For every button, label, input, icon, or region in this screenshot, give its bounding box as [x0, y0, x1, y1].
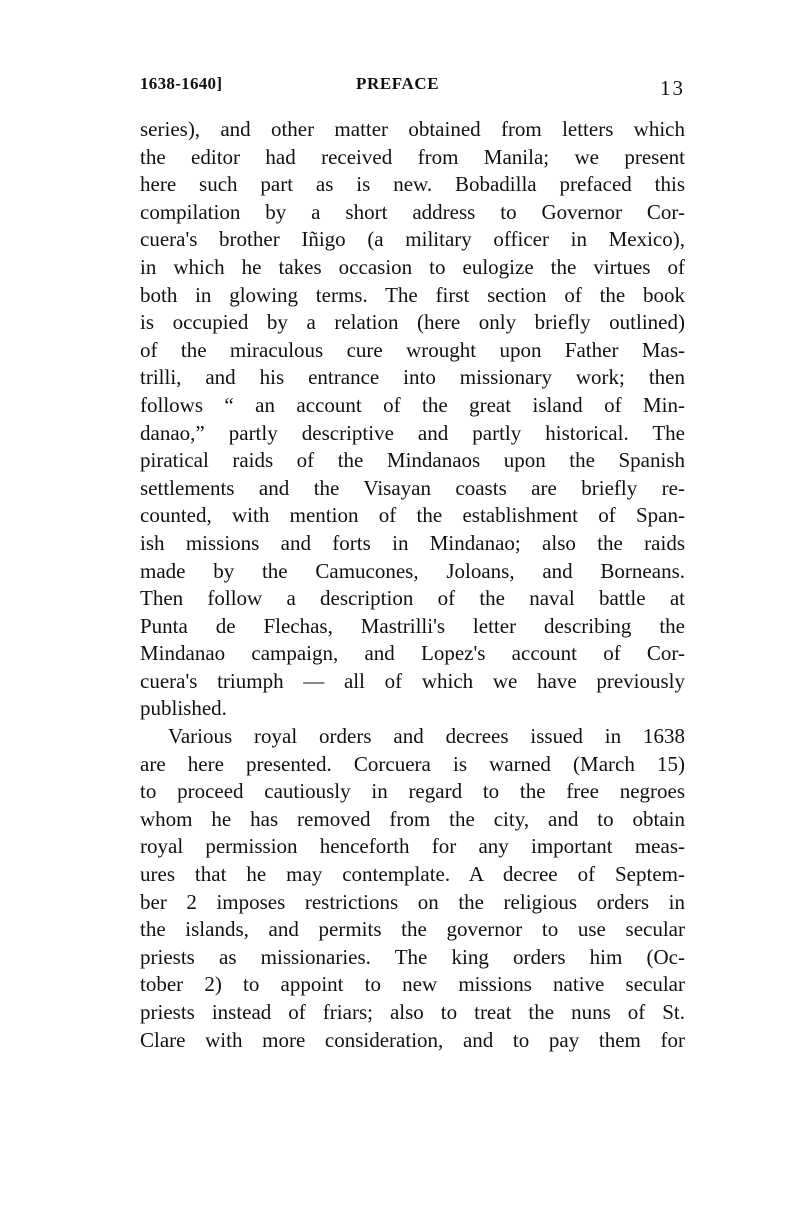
text-line: royal permission henceforth for any important meas- — [140, 834, 685, 859]
text-line: here such part as is new. Bobadilla prefaced this — [140, 172, 685, 197]
text-line: published. — [140, 696, 227, 721]
text-line: cuera's brother Iñigo (a military officer in Mexico), — [140, 227, 685, 252]
text-line: are here presented. Corcuera is warned (March 15) — [140, 751, 685, 776]
text-line: Punta de Flechas, Mastrilli's letter describing the — [140, 613, 685, 638]
text-line: counted, with mention of the establishment of Span- — [140, 503, 685, 528]
text-line: is occupied by a relation (here only briefly outlined) — [140, 310, 685, 335]
page-number: 13 — [660, 76, 685, 100]
text-line: in which he takes occasion to eulogize the virtues of — [140, 254, 685, 279]
text-line: trilli, and his entrance into missionary work; then — [140, 365, 685, 390]
text-line: priests as missionaries. The king orders him (Oc- — [140, 944, 685, 969]
text-line: series), and other matter obtained from letters which — [140, 117, 685, 141]
text-line: ures that he may contemplate. A decree of Septem- — [140, 862, 685, 887]
text-line: whom he has removed from the city, and to obtain — [140, 806, 685, 831]
text-line: Various royal orders and decrees issued in 1638 — [168, 724, 685, 749]
text-line: danao,” partly descriptive and partly historical. The — [140, 420, 685, 445]
text-line: made by the Camucones, Joloans, and Borneans. — [140, 558, 685, 583]
text-line: follows “ an account of the great island of Min- — [140, 392, 685, 417]
running-head-date-range: 1638-1640] — [140, 74, 223, 93]
text-line: tober 2) to appoint to new missions native secular — [140, 972, 685, 997]
text-line: both in glowing terms. The first section of the book — [140, 282, 685, 307]
text-line: ber 2 imposes restrictions on the religious orders in — [140, 889, 685, 914]
text-line: to proceed cautiously in regard to the free negroes — [140, 779, 685, 804]
text-line: cuera's triumph — all of which we have previously — [140, 668, 685, 693]
text-line: piratical raids of the Mindanaos upon the Spanish — [140, 448, 685, 473]
body-text — [140, 116, 685, 1054]
text-line: the islands, and permits the governor to use secular — [140, 917, 685, 942]
running-head-title: PREFACE — [356, 74, 440, 93]
text-line: settlements and the Visayan coasts are briefly re- — [140, 475, 685, 500]
text-line: the editor had received from Manila; we present — [140, 144, 685, 169]
text-line: compilation by a short address to Governor Cor- — [140, 199, 685, 224]
text-line: Mindanao campaign, and Lopez's account of Cor- — [140, 641, 685, 666]
text-line: Clare with more consideration, and to pay them for — [140, 1027, 685, 1052]
running-head — [140, 74, 685, 98]
text-line: ish missions and forts in Mindanao; also the raids — [140, 530, 685, 555]
text-line: priests instead of friars; also to treat the nuns of St. — [140, 1000, 685, 1024]
text-line: of the miraculous cure wrought upon Father Mas- — [140, 337, 685, 362]
text-line: Then follow a description of the naval battle at — [140, 586, 685, 611]
